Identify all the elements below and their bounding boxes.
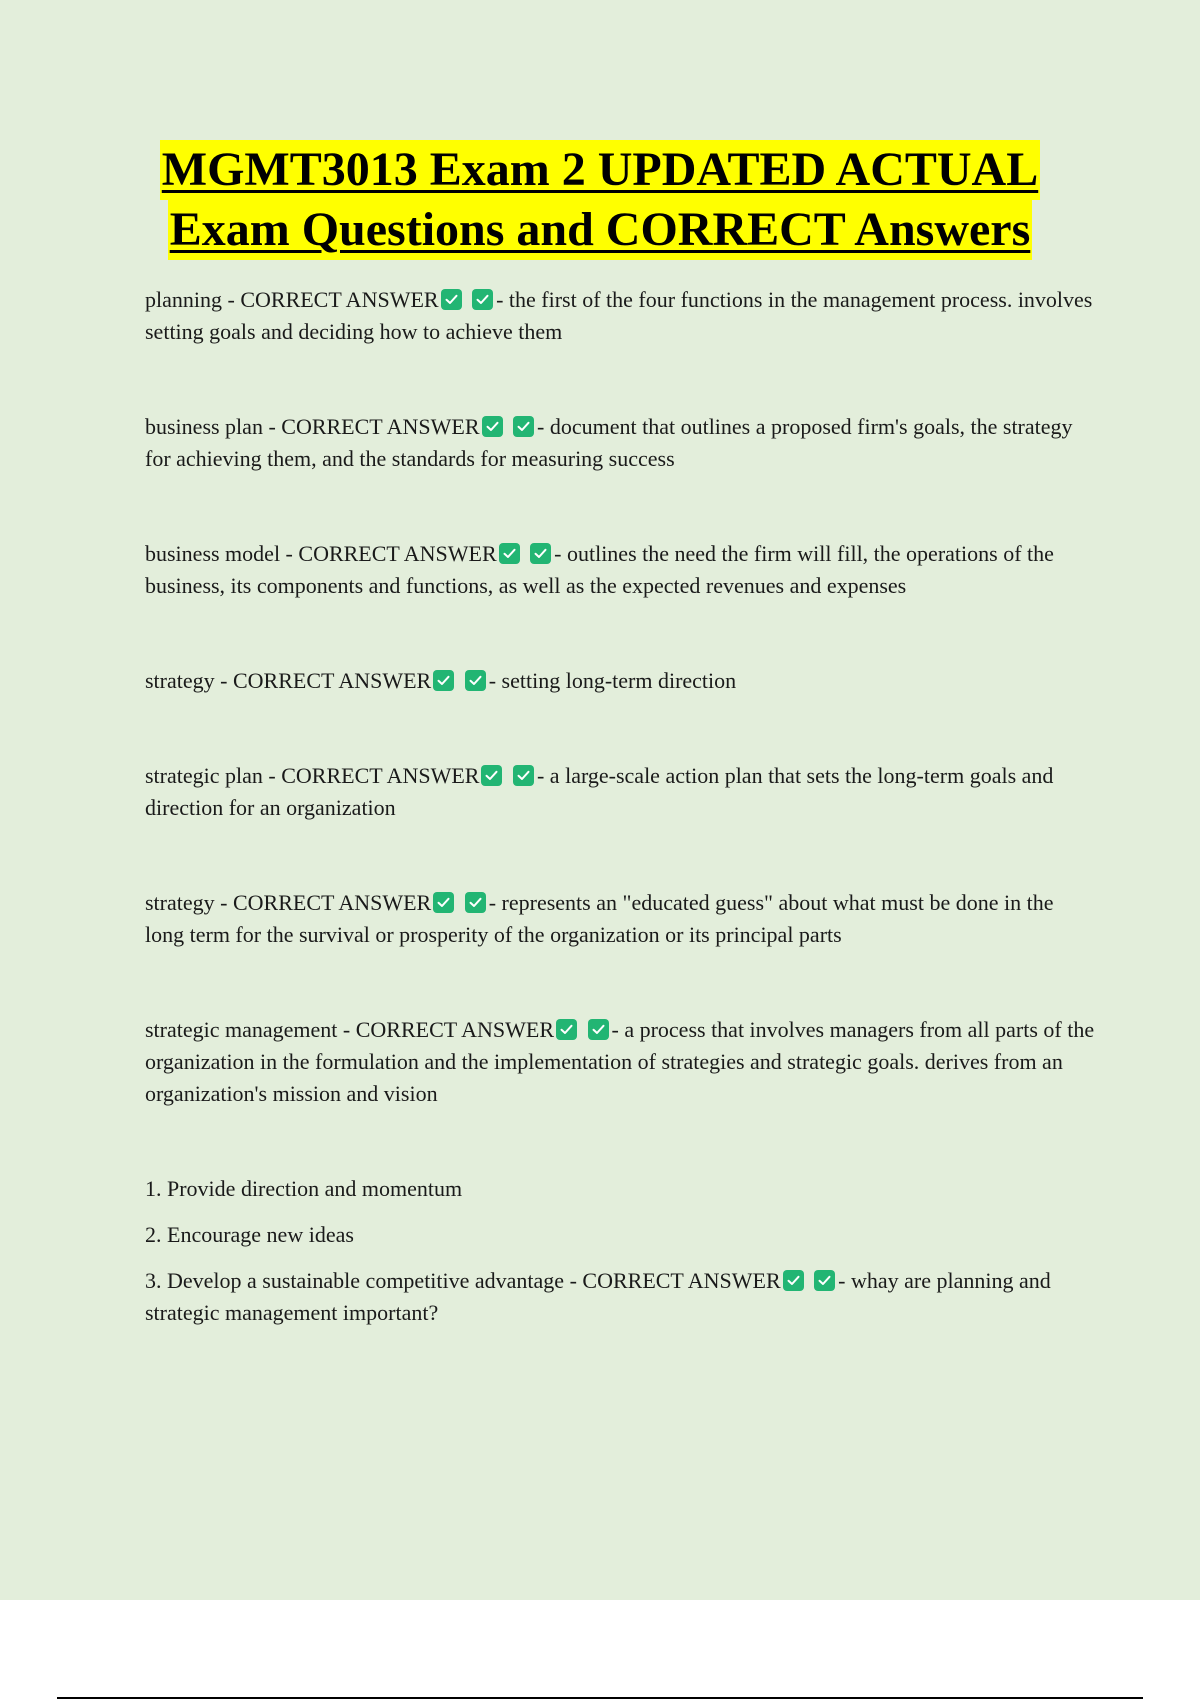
qa-entry [145,538,1095,602]
checkmark-icon [814,1270,835,1291]
checkmark-icon [433,892,454,913]
qa-entry [145,1265,1095,1329]
checkmark-icon [499,543,520,564]
document-title [0,140,1200,260]
correct-answer-marker: CORRECT ANSWER [281,414,480,439]
checkmark-icon [482,416,503,437]
footer-divider [57,1697,1143,1699]
correct-answer-marker: CORRECT ANSWER [240,287,439,312]
entry-definition: - whay are planning and strategic management important? [145,1268,1051,1325]
entry-term: strategic management - [145,1017,356,1042]
entry-definition: - document that outlines a proposed firm's goals, the strategy for achieving them, and the standards for measuring success [145,414,1073,471]
correct-answer-marker: CORRECT ANSWER [298,541,497,566]
checkmark-icon [465,892,486,913]
checkmark-icon [783,1270,804,1291]
checkmark-icon [513,765,534,786]
title-line-1: MGMT3013 Exam 2 UPDATED ACTUAL [160,140,1040,200]
entry-definition: - setting long-term direction [488,668,737,693]
qa-entry [145,887,1095,951]
qa-entry [145,665,1095,697]
entry-definition: - a process that involves managers from all parts of the organization in the formulation and the implementation of strategies and strategic goals. derives from an organization's mission and vision [145,1017,1095,1106]
entry-term: business plan - [145,414,282,439]
checkmark-icon [588,1019,609,1040]
checkmark-icon [465,670,486,691]
entry-term: business model - [145,541,299,566]
qa-entry [145,1014,1095,1110]
checkmark-icon [441,289,462,310]
checkmark-icon [513,416,534,437]
checkmark-icon [530,543,551,564]
title-line-2: Exam Questions and CORRECT Answers [168,200,1033,260]
entry-definition: - outlines the need the firm will fill, the operations of the business, its components and functions, as well as the expected revenues and expenses [145,541,1054,598]
list-item [145,1219,1095,1251]
qa-entry [145,284,1095,348]
entry-term: strategy - [145,890,233,915]
qa-entry [145,760,1095,824]
qa-entry [145,411,1095,475]
qa-list [145,284,1095,1392]
entry-definition: - a large-scale action plan that sets the long-term goals and direction for an organization [145,763,1054,820]
entry-term: strategic plan - [145,763,282,788]
correct-answer-marker: CORRECT ANSWER [232,668,432,693]
list-item-text: 1. Provide direction and momentum [145,1176,463,1201]
correct-answer-marker: CORRECT ANSWER [355,1017,554,1042]
entry-term: strategy - [145,668,233,693]
checkmark-icon [472,289,493,310]
checkmark-icon [556,1019,577,1040]
list-item-text: 2. Encourage new ideas [145,1222,354,1247]
correct-answer-marker: CORRECT ANSWER [232,890,432,915]
checkmark-icon [433,670,454,691]
correct-answer-marker: CORRECT ANSWER [281,763,480,788]
entry-term: 3. Develop a sustainable competitive advantage - [145,1268,583,1293]
entry-definition: - the first of the four functions in the management process. involves setting goals and deciding how to achieve them [145,287,1093,344]
list-item [145,1173,1095,1205]
entry-term: planning - [145,287,241,312]
correct-answer-marker: CORRECT ANSWER [582,1268,781,1293]
checkmark-icon [481,765,502,786]
entry-definition: - represents an "educated guess" about what must be done in the long term for the survival or prosperity of the organization or its principal parts [145,890,1054,947]
